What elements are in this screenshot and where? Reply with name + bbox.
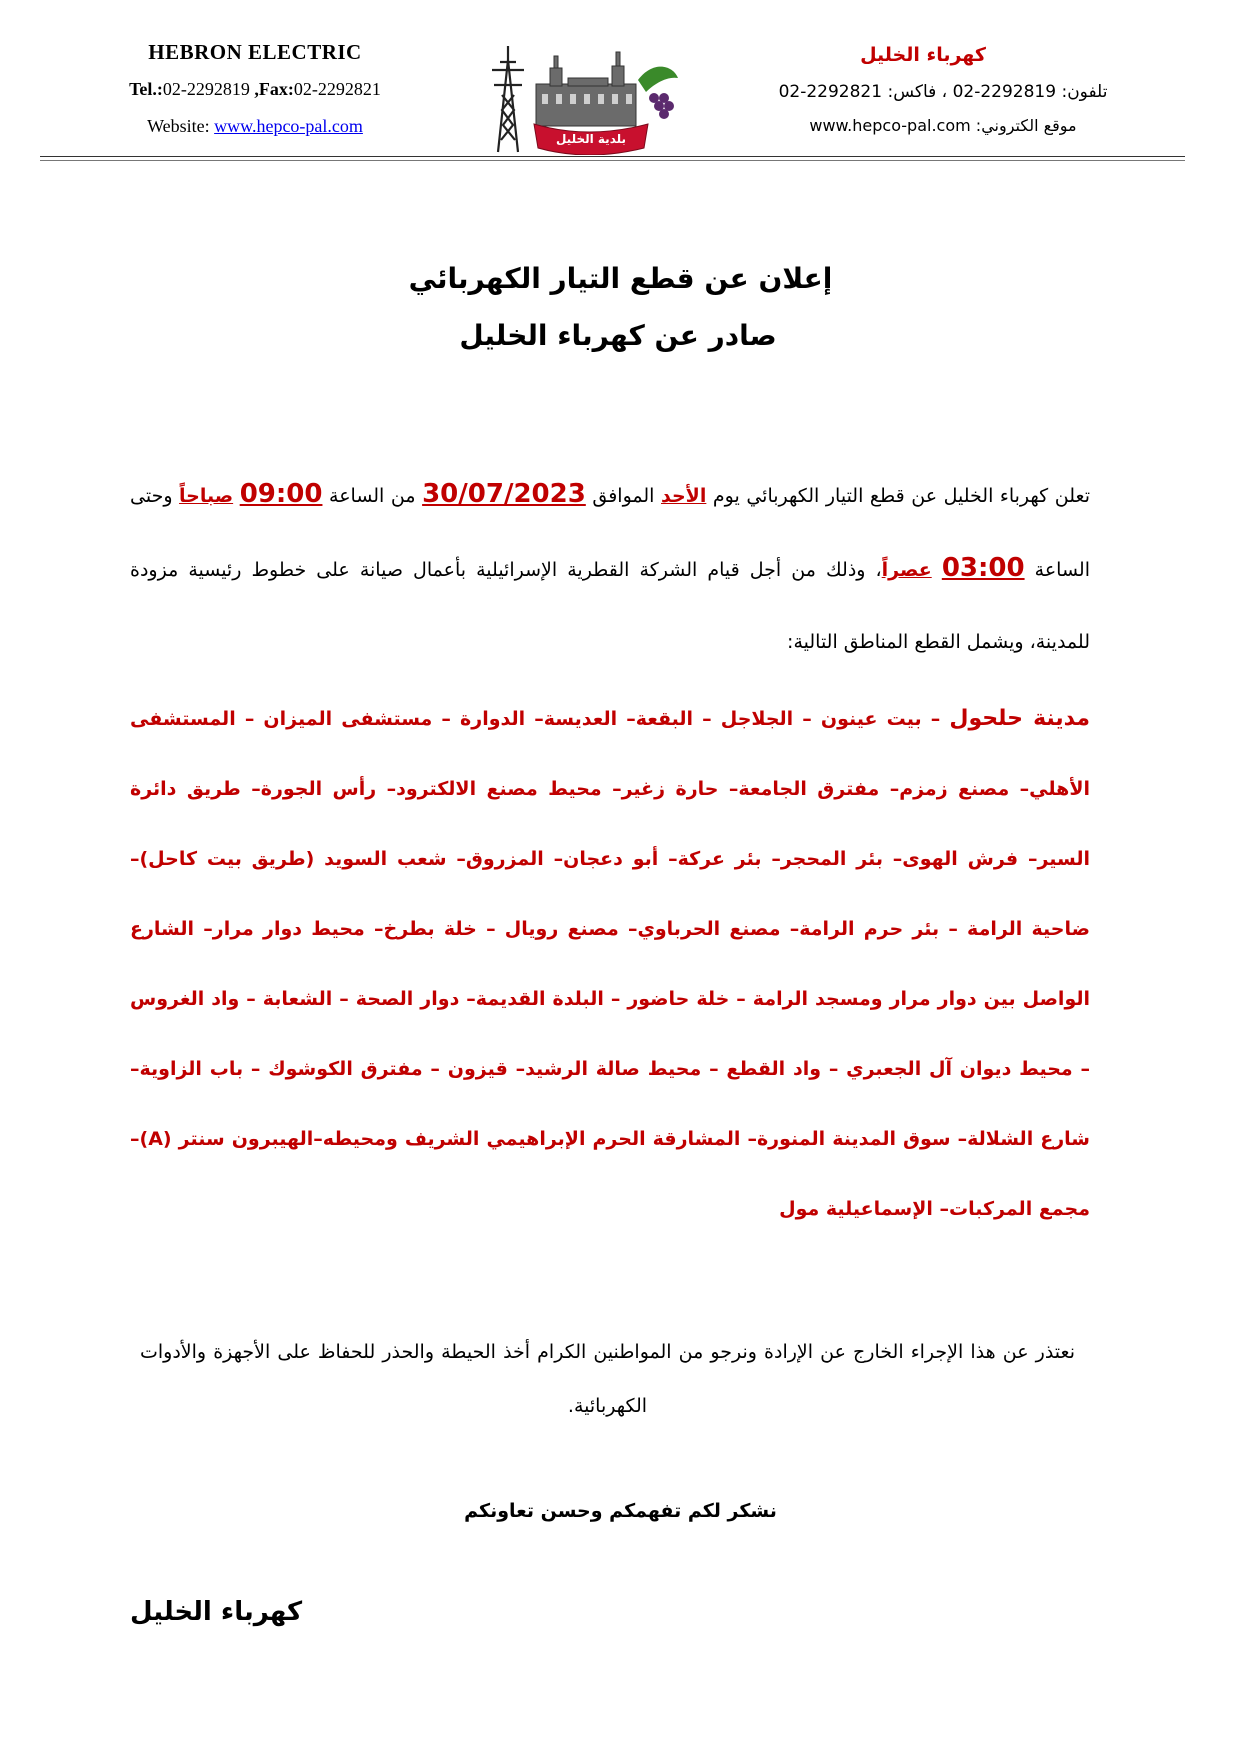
header-divider bbox=[40, 156, 1185, 157]
contact-line-ar: تلفون: 2292819-02 ، فاكس: 2292821-02 bbox=[778, 82, 1108, 102]
title-line-2: صادر عن كهرباء الخليل bbox=[459, 319, 777, 352]
announcement-title bbox=[0, 262, 1241, 352]
intro-paragraph: تعلن كهرباء الخليل عن قطع التيار الكهربائي يوم الأحد الموافق 30/07/2023 من الساعة 09:00 صباحاً وحتى الساعة 03:00 عصراً، وذلك من أجل قيام الشركة القطرية الإسرائيلية بأعمال صيانة على خطوط رئيسية مزودة للمدينة، ويشمل القطع المناطق التالية: bbox=[130, 479, 1090, 653]
start-time: 09:00 bbox=[239, 479, 323, 509]
logo-banner-text: بلدية الخليل bbox=[555, 132, 627, 146]
end-period: عصراً bbox=[881, 559, 932, 581]
letterhead bbox=[0, 0, 1241, 170]
website-line-en: Website: www.hepco-pal.com bbox=[147, 116, 363, 136]
area-first: مدينة حلحول bbox=[949, 706, 1091, 731]
areas-rest: – بيت عينون – الجلاجل – البقعة– العديسة– الدوارة – مستشفى الميزان – المستشفى الأهلي– مصنع زمزم– مفترق الجامعة– حارة زغير– محيط مصنع الالكترود– رأس الجورة– طريق دائرة السير– فرش الهوى– بئر المحجر– بئر عركة– أبو دعجان– المزروق– شعب السويد (طريق بيت كاحل)– ضاحية الرامة – بئر حرم الرامة– مصنع الحرباوي– مصنع رويال – خلة بطرخ– محيط دوار مرار– الشارع الواصل بين دوار مرار ومسجد الرامة – خلة حاضور – البلدة القديمة– دوار الصحة – الشعابة – واد الغروس – محيط ديوان آل الجعبري – واد القطع – محيط صالة الرشيد– قيزون – مفترق الكوشوك – باب الزاوية– شارع الشلالة– سوق المدينة المنورة– المشارقة الحرم الإبراهيمي الشريف ومحيطه–الهيبرون سنتر (A)–مجمع المركبات– الإسماعيلية مول bbox=[130, 708, 1090, 1220]
company-name-ar: كهرباء الخليل bbox=[860, 44, 986, 66]
apology-paragraph: نعتذر عن هذا الإجراء الخارج عن الإرادة ونرجو من المواطنين الكرام أخذ الحيطة والحذر للحفاظ على الأجهزة والأدوات الكهربائية. bbox=[140, 1341, 1075, 1417]
website-link[interactable]: www.hepco-pal.com bbox=[214, 116, 363, 136]
title-line-1: إعلان عن قطع التيار الكهربائي bbox=[408, 262, 833, 295]
outage-day: الأحد bbox=[661, 485, 707, 507]
company-name-en: HEBRON ELECTRIC bbox=[148, 40, 362, 64]
contact-line-en: Tel.:02-2292819 ,Fax:02-2292821 bbox=[129, 79, 381, 99]
outage-date: 30/07/2023 bbox=[422, 479, 586, 509]
hebron-logo bbox=[478, 40, 690, 155]
signature: كهرباء الخليل bbox=[130, 1597, 303, 1627]
letterhead-arabic bbox=[763, 44, 1123, 135]
end-time: 03:00 bbox=[941, 553, 1025, 583]
start-period: صباحاً bbox=[179, 485, 234, 507]
affected-areas-list bbox=[130, 684, 1090, 1244]
thanks-line: نشكر لكم تفهمكم وحسن تعاونكم bbox=[464, 1500, 777, 1522]
website-line-ar: موقع الكتروني: www.hepco-pal.com bbox=[809, 116, 1077, 135]
header-divider-thin bbox=[40, 160, 1185, 161]
letterhead-english bbox=[105, 40, 405, 137]
